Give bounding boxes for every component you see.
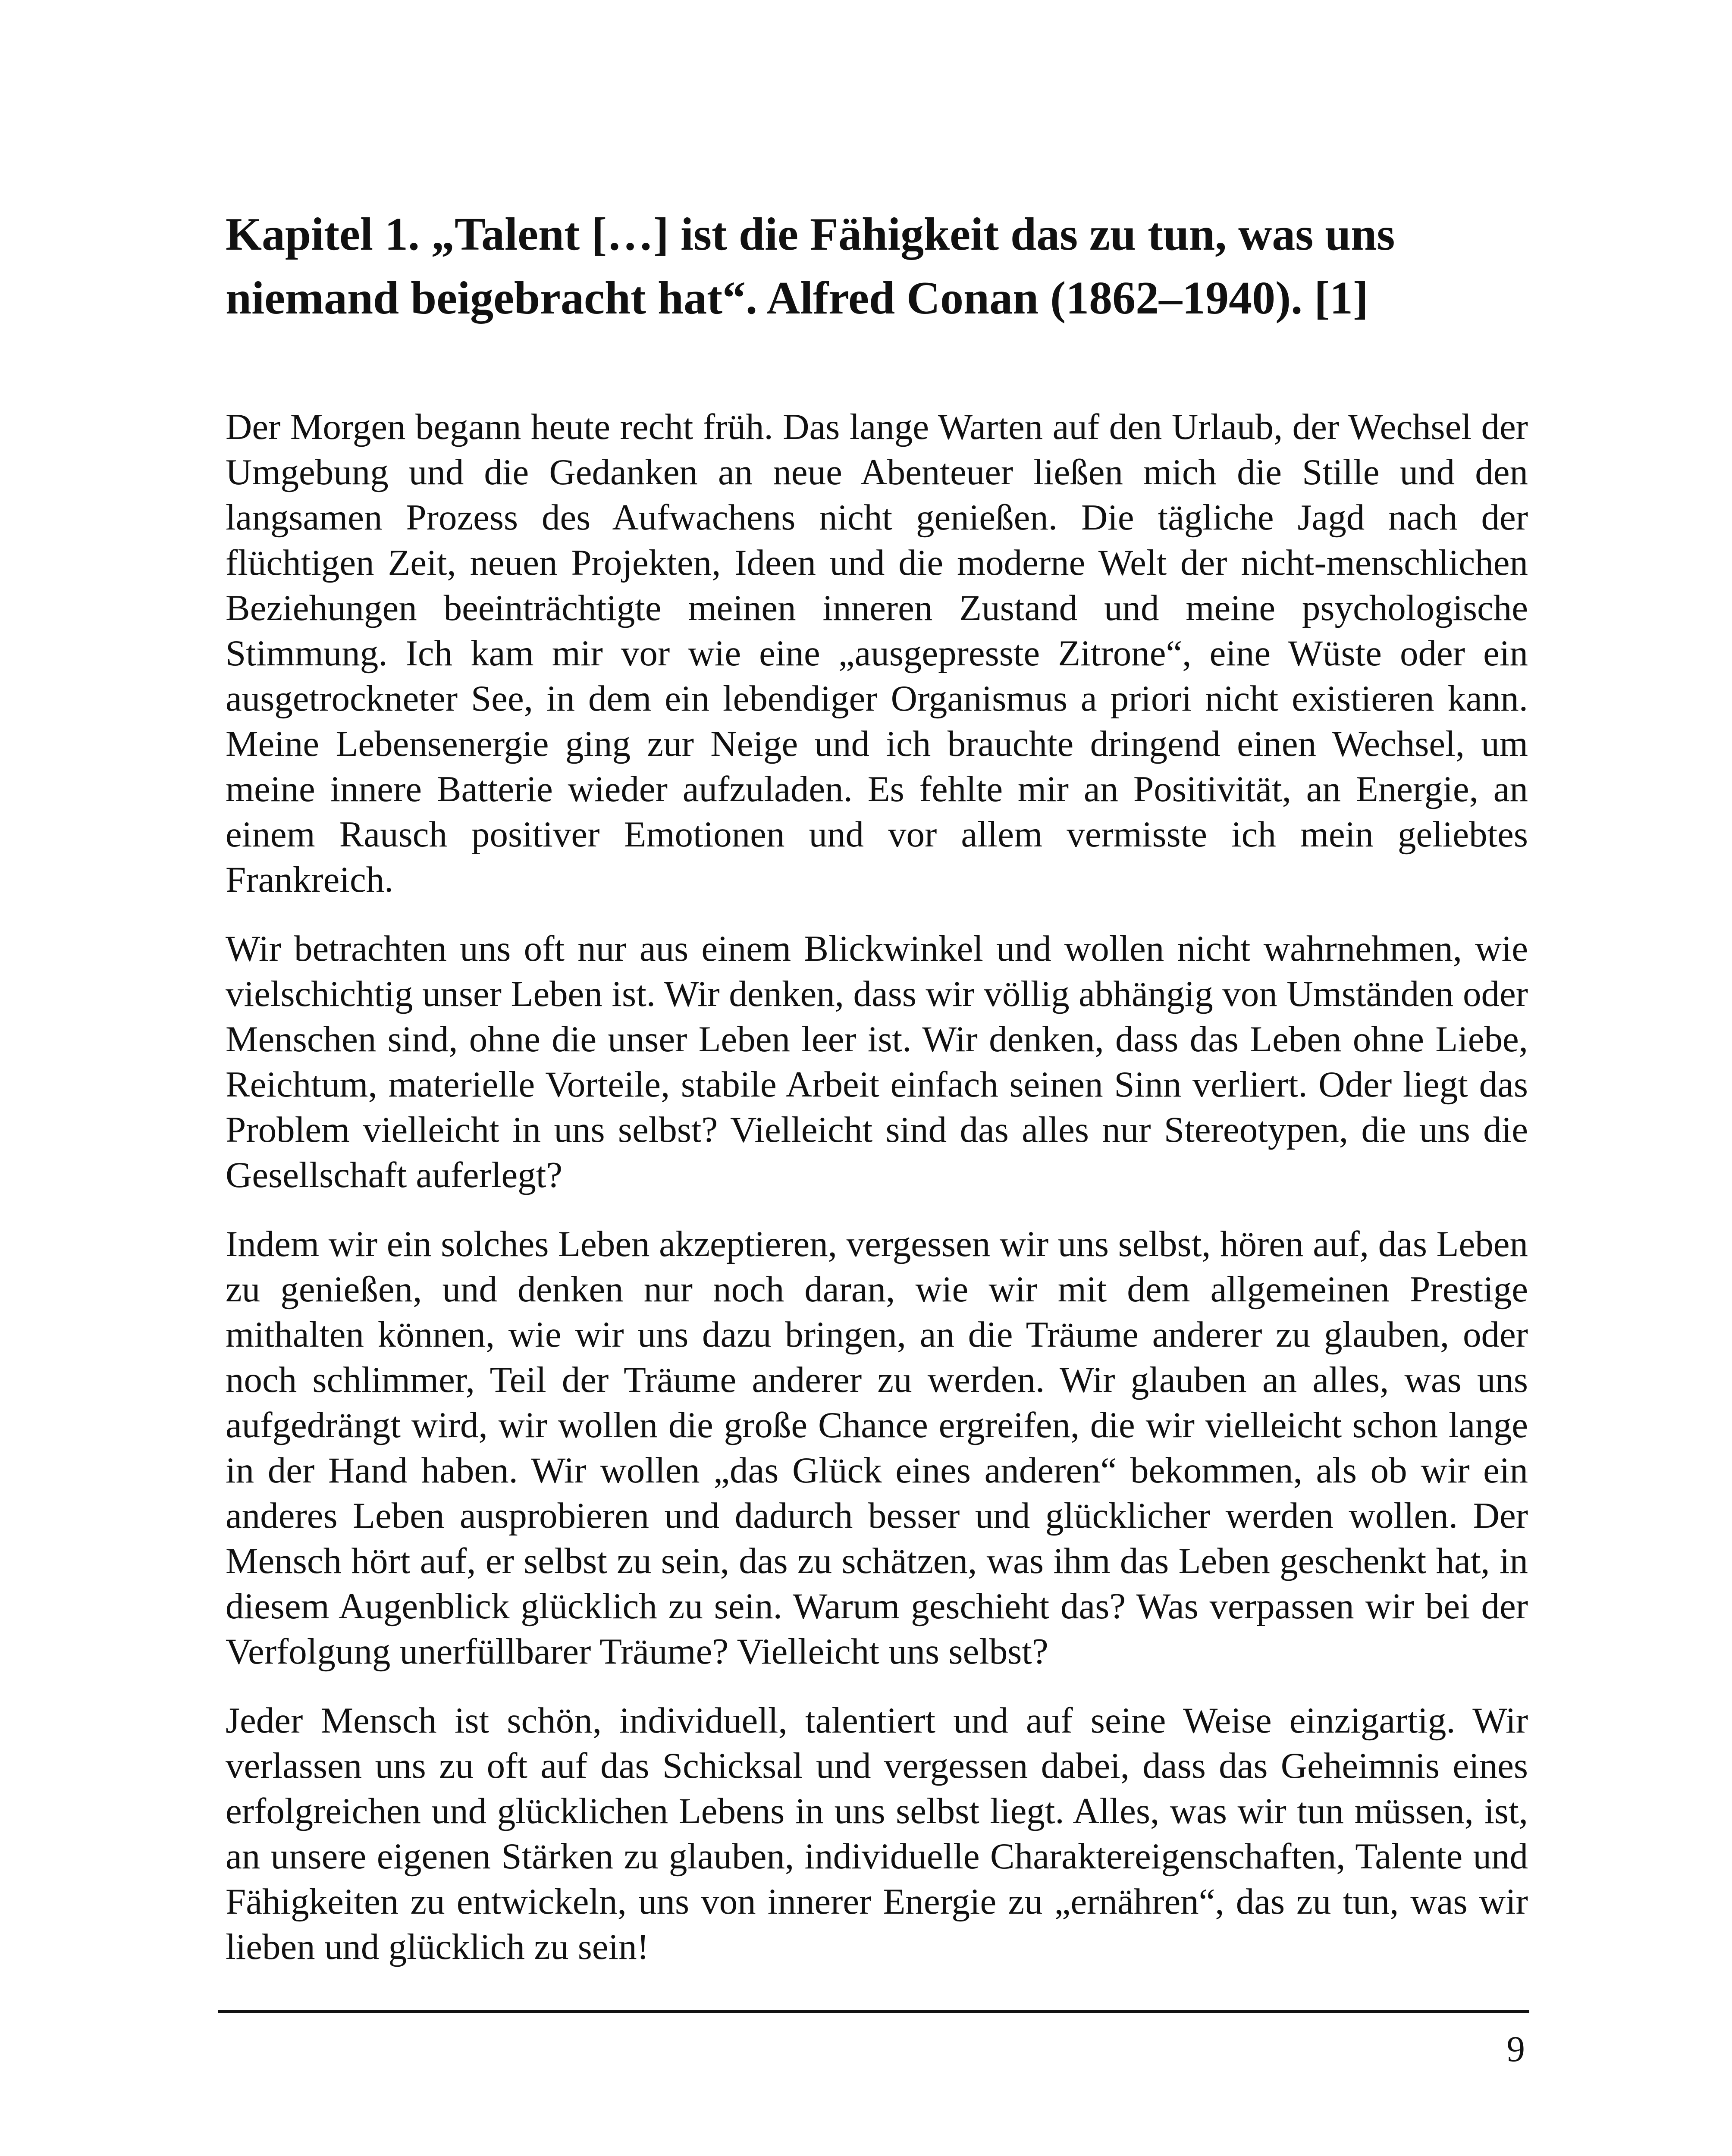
page-number: 9 bbox=[1506, 2029, 1525, 2069]
body-paragraph-4: Jeder Mensch ist schön, individuell, talentiert und auf seine Weise einzigartig. Wir verlassen uns zu oft auf das Schicksal und vergessen dabei, dass das Geheimnis eines erfolgreichen und glücklichen Lebens in uns selbst liegt. Alles, was wir tun müssen, ist, an unsere eigenen Stärken zu glauben, individuelle Charaktereigenschaften, Talente und Fähigkeiten zu entwickeln, uns von innerer Energie zu „ernähren“, das zu tun, was wir lieben und glücklich zu sein! bbox=[226, 1700, 1528, 1967]
chapter-title: Kapitel 1. „Talent […] ist die Fähigkeit das zu tun, was uns niemand beigebracht hat“. Alfred Conan (1862–1940). [1] bbox=[226, 209, 1395, 324]
body-paragraph-3: Indem wir ein solches Leben akzeptieren, vergessen wir uns selbst, hören auf, das Leben zu genießen, und denken nur noch daran, wie wir mit dem allgemeinen Prestige mithalten können, wie wir uns dazu bringen, an die Träume anderer zu glauben, oder noch schlimmer, Teil der Träume anderer zu werden. Wir glauben an alles, was uns aufgedrängt wird, wir wollen die große Chance ergreifen, die wir vielleicht schon lange in der Hand haben. Wir wollen „das Glück eines anderen“ bekommen, als ob wir ein anderes Leben ausprobieren und dadurch besser und glücklicher werden wollen. Der Mensch hört auf, er selbst zu sein, das zu schätzen, was ihm das Leben geschenkt hat, in diesem Augenblick glücklich zu sein. Warum geschieht das? Was verpassen wir bei der Verfolgung unerfüllbarer Träume? Vielleicht uns selbst? bbox=[226, 1224, 1528, 1672]
body-paragraph-2: Wir betrachten uns oft nur aus einem Blickwinkel und wollen nicht wahrnehmen, wie vielschichtig unser Leben ist. Wir denken, dass wir völlig abhängig von Umständen oder Menschen sind, ohne die unser Leben leer ist. Wir denken, dass das Leben ohne Liebe, Reichtum, materielle Vorteile, stabile Arbeit einfach seinen Sinn verliert. Oder liegt das Problem vielleicht in uns selbst? Vielleicht sind das alles nur Stereotypen, die uns die Gesellschaft auferlegt? bbox=[226, 928, 1528, 1195]
page-content bbox=[226, 203, 1528, 1993]
footer-divider bbox=[218, 2010, 1529, 2013]
body-paragraph-1: Der Morgen begann heute recht früh. Das lange Warten auf den Urlaub, der Wechsel der Umgebung und die Gedanken an neue Abenteuer ließen mich die Stille und den langsamen Prozess des Aufwachens nicht genießen. Die tägliche Jagd nach der flüchtigen Zeit, neuen Projekten, Ideen und die moderne Welt der nicht-menschlichen Beziehungen beeinträchtigte meinen inneren Zustand und meine psychologische Stimmung. Ich kam mir vor wie eine „ausgepresste Zitrone“, eine Wüste oder ein ausgetrockneter See, in dem ein lebendiger Organismus a priori nicht existieren kann. Meine Lebensenergie ging zur Neige und ich brauchte dringend einen Wechsel, um meine innere Batterie wieder aufzuladen. Es fehlte mir an Positivität, an Energie, an einem Rausch positiver Emotionen und vor allem vermisste ich mein geliebtes Frankreich. bbox=[226, 407, 1528, 900]
